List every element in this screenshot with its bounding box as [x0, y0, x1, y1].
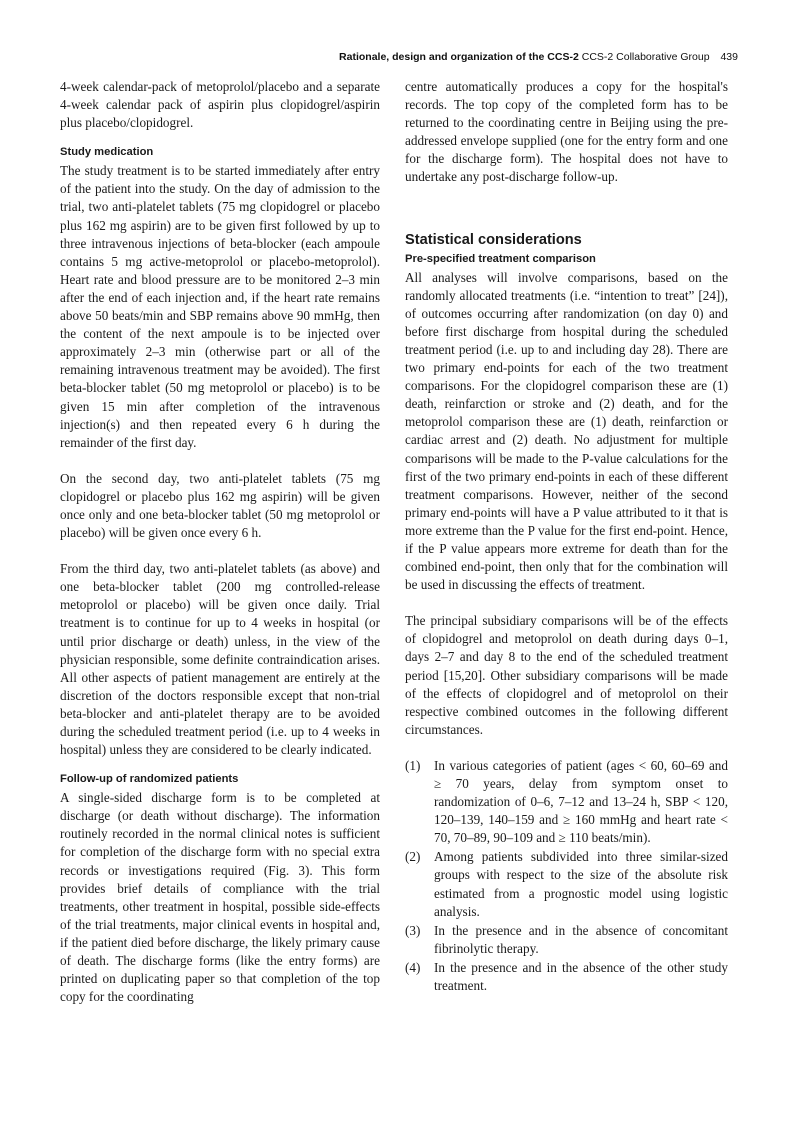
list-item [405, 848, 728, 920]
list-item-text: In various categories of patient (ages < 60, 60–69 and ≥ 70 years, delay from symptom onset to randomization of 0–6, 7–12 and 13–24 h, SBP < 120, 120–139, 140–159 and ≥ 160 mmHg and heart rate < 70, 70–89, 90–109 and ≥ 110 beats/min). [434, 757, 728, 846]
running-head-authors: CCS-2 Collaborative Group [581, 51, 710, 63]
list-item [405, 922, 728, 958]
study-medication-paragraph-3: From the third day, two anti-platelet tablets (as above) and one beta-blocker tablet (200 mg controlled-release metoprolol or placebo) will be given once daily. Trial treatment is to continue for up to 4 weeks in hospital (or until prior discharge or death) unless, in the view of the physician responsible, some definite contraindication arises. All other aspects of patient management are entirely at the discretion of the doctors responsible except that non-trial beta-blocker and anti-platelet therapy are to be avoided during the scheduled treatment period (i.e. up to 4 weeks in hospital) unless they are considered to be clearly indicated. [60, 561, 380, 758]
list-item-text: Among patients subdivided into three similar-sized groups with respect to the size of the absolute risk estimated from a prognostic model using logistic analysis. [434, 849, 728, 919]
list-item-number: (2) [405, 849, 421, 865]
study-medication-heading: Study medication [60, 146, 154, 159]
page-number: 439 [720, 51, 738, 63]
list-item-number: (3) [405, 922, 421, 938]
right-column [405, 78, 728, 996]
follow-up-heading: Follow-up of randomized patients [60, 773, 239, 786]
pre-specified-comparison-heading: Pre-specified treatment comparison [405, 252, 596, 265]
statistical-paragraph-1: All analyses will involve comparisons, based on the randomly allocated treatments (i.e. “intention to treat” [24]), of outcomes occurring after randomization (on day 0) and before first discharge from hospital during the scheduled treatment period (i.e. up to and including day 28). There are two primary end-points for each of the two treatment comparisons. For the clopidogrel comparison these are (1) death, reinfarction or stroke and (2) death, and for the metoprolol comparison these are (1) death, reinfarction or cardiac arrest and (2) death. No adjustment for multiple comparisons will be made to the P-value calculations for the first of the two primary end-points in each of these different treatment comparisons. However, neither of the second primary end-points will have a P value attributed to it that is more extreme than the P value for the first end-point. Hence, if the P value appears more extreme for death than for the combined end-point, then only that for the combination will be used in discussing the effects of treatment. [405, 269, 728, 593]
study-medication-paragraph-1: The study treatment is to be started immediately after entry of the patient into the study. On the day of admission to the trial, two anti-platelet tablets (75 mg clopidogrel or placebo plus 162 mg aspirin) are to be given first followed by up to three intravenous injections of beta-blocker (each ampoule contains 5 mg active-metoprolol or placebo-metoprolol). Heart rate and blood pressure are to be monitored 2–3 min after the end of each injection and, if the heart rate remains above 50 beats/min and SBP remains above 90 mmHg, then the content of the next ampoule is to be injected over approximately 2–3 min (otherwise part or all of the remaining intravenous treatment may be avoided). The first beta-blocker tablet (50 mg metoprolol or placebo) is to be given 15 min after completion of the intravenous injection(s) and then repeated every 6 h during the remainder of the first day. [60, 163, 380, 450]
list-item-number: (1) [405, 757, 421, 773]
follow-up-paragraph: A single-sided discharge form is to be completed at discharge (or death without discharge). The information routinely recorded in the normal clinical notes is sufficient for completion of the discharge form with no special extra records or investigations required (Fig. 3). This form provides brief details of compliance with the trial treatments, other treatment in hospital, possible side-effects of the trial treatments, major clinical events in hospital and, if the patient died before discharge, the likely primary cause of death. The discharge forms (like the entry forms) are printed on duplicating paper so that completion of the top copy for the coordinating [60, 790, 380, 1005]
list-item [405, 959, 728, 995]
intro-paragraph: 4-week calendar-pack of metoprolol/placebo and a separate 4-week calendar pack of aspirin plus clopidogrel/aspirin plus placebo/clopidogrel. [60, 79, 380, 131]
study-medication-paragraph-2: On the second day, two anti-platelet tablets (75 mg clopidogrel or placebo plus 162 mg aspirin) will be given once only and one beta-blocker tablet (50 mg metoprolol or placebo) will be given once every 6 h. [60, 470, 380, 541]
list-item-number: (4) [405, 959, 421, 975]
statistical-considerations-heading: Statistical considerations [405, 231, 582, 248]
running-head [60, 50, 738, 64]
statistical-paragraph-2: The principal subsidiary comparisons will be of the effects of clopidogrel and metoprolol on death during days 0–1, days 2–7 and day 8 to the end of the scheduled treatment period [15,20]. Other subsidiary comparisons will be made of the effects of clopidogrel and of metoprolol on their respective combined outcomes in the following different circumstances. [405, 613, 728, 737]
left-column [60, 78, 380, 1006]
continuation-paragraph: centre automatically produces a copy for the hospital's records. The top copy of the completed form has to be returned to the coordinating centre in Beijing using the pre-addressed envelope supplied (one for the entry form and one for the discharge form). The hospital does not have to undertake any post-discharge follow-up. [405, 79, 728, 185]
running-head-title: Rationale, design and organization of the CCS-2 [339, 51, 579, 63]
list-item-text: In the presence and in the absence of concomitant fibrinolytic therapy. [434, 922, 728, 956]
list-item [405, 757, 728, 847]
list-item-text: In the presence and in the absence of the other study treatment. [434, 959, 728, 994]
subsidiary-comparisons-list [405, 757, 728, 995]
